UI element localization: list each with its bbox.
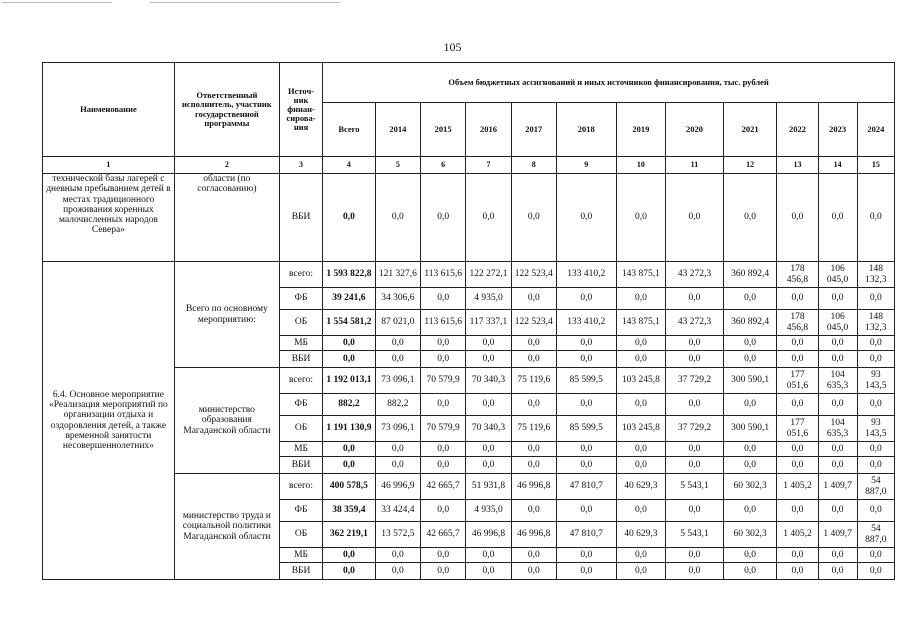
value-cell: 0,0 bbox=[777, 563, 818, 580]
value-cell: 0,0 bbox=[857, 288, 894, 310]
column-number: 9 bbox=[556, 157, 616, 174]
column-number: 3 bbox=[279, 157, 322, 174]
value-cell: 0,0 bbox=[511, 442, 556, 457]
value-cell: 37 729,2 bbox=[666, 368, 724, 394]
column-number: 4 bbox=[323, 157, 376, 174]
value-cell: 0,0 bbox=[466, 457, 511, 474]
value-cell: 0,0 bbox=[323, 336, 376, 351]
value-cell: 0,0 bbox=[857, 394, 894, 416]
value-cell: 1 192 013,1 bbox=[323, 368, 376, 394]
value-cell: 0,0 bbox=[723, 548, 777, 563]
value-cell: 0,0 bbox=[666, 457, 724, 474]
value-cell: 0,0 bbox=[511, 563, 556, 580]
value-cell: 13 572,5 bbox=[375, 522, 420, 548]
value-cell: 0,0 bbox=[857, 442, 894, 457]
value-cell: 0,0 bbox=[666, 548, 724, 563]
value-cell: 360 892,4 bbox=[723, 262, 777, 288]
value-cell: 46 996,9 bbox=[375, 474, 420, 500]
row-source: ОБ bbox=[279, 310, 322, 336]
value-cell: 0,0 bbox=[723, 174, 777, 262]
value-cell: 0,0 bbox=[723, 288, 777, 310]
header-year: 2022 bbox=[777, 103, 818, 157]
value-cell: 0,0 bbox=[556, 174, 616, 262]
value-cell: 1 593 822,8 bbox=[323, 262, 376, 288]
value-cell: 0,0 bbox=[421, 500, 466, 522]
value-cell: 882,2 bbox=[375, 394, 420, 416]
row-source: ВБИ bbox=[279, 457, 322, 474]
value-cell: 0,0 bbox=[777, 500, 818, 522]
value-cell: 60 302,3 bbox=[723, 474, 777, 500]
value-cell: 43 272,3 bbox=[666, 262, 724, 288]
value-cell: 38 359,4 bbox=[323, 500, 376, 522]
value-cell: 4 935,0 bbox=[466, 500, 511, 522]
value-cell: 0,0 bbox=[818, 442, 857, 457]
value-cell: 0,0 bbox=[723, 336, 777, 351]
value-cell: 106 045,0 bbox=[818, 310, 857, 336]
value-cell: 87 021,0 bbox=[375, 310, 420, 336]
value-cell: 0,0 bbox=[857, 563, 894, 580]
header-year: 2018 bbox=[556, 103, 616, 157]
value-cell: 0,0 bbox=[857, 174, 894, 262]
value-cell: 0,0 bbox=[375, 351, 420, 368]
value-cell: 882,2 bbox=[323, 394, 376, 416]
value-cell: 178 456,8 bbox=[777, 262, 818, 288]
value-cell: 0,0 bbox=[616, 351, 665, 368]
header-year: 2015 bbox=[421, 103, 466, 157]
value-cell: 0,0 bbox=[556, 548, 616, 563]
value-cell: 85 599,5 bbox=[556, 368, 616, 394]
value-cell: 0,0 bbox=[666, 351, 724, 368]
value-cell: 0,0 bbox=[857, 351, 894, 368]
row-source: ФБ bbox=[279, 394, 322, 416]
value-cell: 178 456,8 bbox=[777, 310, 818, 336]
value-cell: 0,0 bbox=[375, 457, 420, 474]
value-cell: 104 635,3 bbox=[818, 368, 857, 394]
value-cell: 0,0 bbox=[666, 336, 724, 351]
row-source: ФБ bbox=[279, 288, 322, 310]
value-cell: 0,0 bbox=[511, 351, 556, 368]
value-cell: 0,0 bbox=[857, 548, 894, 563]
value-cell: 0,0 bbox=[556, 442, 616, 457]
value-cell: 0,0 bbox=[556, 457, 616, 474]
value-cell: 1 191 130,9 bbox=[323, 416, 376, 442]
value-cell: 0,0 bbox=[421, 336, 466, 351]
value-cell: 42 665,7 bbox=[421, 474, 466, 500]
column-number: 1 bbox=[43, 157, 175, 174]
value-cell: 0,0 bbox=[777, 442, 818, 457]
value-cell: 0,0 bbox=[556, 563, 616, 580]
value-cell: 46 996,8 bbox=[466, 522, 511, 548]
value-cell: 0,0 bbox=[616, 548, 665, 563]
row-executor: области (по согласованию) bbox=[174, 174, 279, 262]
value-cell: 0,0 bbox=[556, 394, 616, 416]
value-cell: 46 996,8 bbox=[511, 474, 556, 500]
value-cell: 0,0 bbox=[323, 442, 376, 457]
value-cell: 360 892,4 bbox=[723, 310, 777, 336]
value-cell: 0,0 bbox=[723, 351, 777, 368]
value-cell: 0,0 bbox=[556, 336, 616, 351]
value-cell: 73 096,1 bbox=[375, 416, 420, 442]
value-cell: 0,0 bbox=[323, 563, 376, 580]
value-cell: 0,0 bbox=[818, 500, 857, 522]
value-cell: 0,0 bbox=[421, 563, 466, 580]
value-cell: 37 729,2 bbox=[666, 416, 724, 442]
value-cell: 0,0 bbox=[511, 174, 556, 262]
column-number: 12 bbox=[723, 157, 777, 174]
value-cell: 0,0 bbox=[818, 174, 857, 262]
column-number: 13 bbox=[777, 157, 818, 174]
value-cell: 0,0 bbox=[421, 351, 466, 368]
header-year: 2014 bbox=[375, 103, 420, 157]
value-cell: 121 327,6 bbox=[375, 262, 420, 288]
value-cell: 122 523,4 bbox=[511, 310, 556, 336]
value-cell: 0,0 bbox=[511, 500, 556, 522]
value-cell: 103 245,8 bbox=[616, 368, 665, 394]
value-cell: 148 132,3 bbox=[857, 262, 894, 288]
table-row bbox=[43, 262, 895, 288]
value-cell: 0,0 bbox=[616, 457, 665, 474]
value-cell: 0,0 bbox=[616, 442, 665, 457]
value-cell: 0,0 bbox=[818, 351, 857, 368]
row-source: ВБИ bbox=[279, 174, 322, 262]
value-cell: 54 887,0 bbox=[857, 522, 894, 548]
top-rule bbox=[2, 2, 112, 3]
value-cell: 0,0 bbox=[777, 336, 818, 351]
value-cell: 47 810,7 bbox=[556, 474, 616, 500]
header-executor: Ответственный исполнитель, участник государственной программы bbox=[174, 63, 279, 157]
value-cell: 0,0 bbox=[466, 394, 511, 416]
value-cell: 106 045,0 bbox=[818, 262, 857, 288]
value-cell: 0,0 bbox=[666, 563, 724, 580]
value-cell: 362 219,1 bbox=[323, 522, 376, 548]
value-cell: 0,0 bbox=[375, 442, 420, 457]
value-cell: 40 629,3 bbox=[616, 522, 665, 548]
value-cell: 0,0 bbox=[857, 500, 894, 522]
value-cell: 0,0 bbox=[818, 288, 857, 310]
page-number: 105 bbox=[443, 40, 462, 54]
value-cell: 39 241,6 bbox=[323, 288, 376, 310]
header-year: 2023 bbox=[818, 103, 857, 157]
value-cell: 60 302,3 bbox=[723, 522, 777, 548]
value-cell: 0,0 bbox=[666, 500, 724, 522]
value-cell: 177 051,6 bbox=[777, 416, 818, 442]
value-cell: 1 409,7 bbox=[818, 474, 857, 500]
value-cell: 0,0 bbox=[421, 394, 466, 416]
row-source: МБ bbox=[279, 336, 322, 351]
value-cell: 0,0 bbox=[466, 442, 511, 457]
value-cell: 0,0 bbox=[616, 336, 665, 351]
value-cell: 33 424,4 bbox=[375, 500, 420, 522]
value-cell: 75 119,6 bbox=[511, 368, 556, 394]
value-cell: 113 615,6 bbox=[421, 310, 466, 336]
value-cell: 0,0 bbox=[616, 563, 665, 580]
row-source: всего: bbox=[279, 262, 322, 288]
value-cell: 0,0 bbox=[375, 563, 420, 580]
column-number: 7 bbox=[466, 157, 511, 174]
value-cell: 0,0 bbox=[466, 548, 511, 563]
value-cell: 0,0 bbox=[421, 288, 466, 310]
value-cell: 0,0 bbox=[511, 457, 556, 474]
value-cell: 0,0 bbox=[723, 457, 777, 474]
value-cell: 0,0 bbox=[466, 563, 511, 580]
value-cell: 0,0 bbox=[777, 548, 818, 563]
value-cell: 70 340,3 bbox=[466, 368, 511, 394]
value-cell: 0,0 bbox=[857, 457, 894, 474]
value-cell: 0,0 bbox=[666, 394, 724, 416]
group-executor: министерство образования Магаданской области bbox=[174, 368, 279, 474]
value-cell: 73 096,1 bbox=[375, 368, 420, 394]
column-number: 6 bbox=[421, 157, 466, 174]
value-cell: 122 272,1 bbox=[466, 262, 511, 288]
value-cell: 43 272,3 bbox=[666, 310, 724, 336]
value-cell: 0,0 bbox=[323, 548, 376, 563]
value-cell: 133 410,2 bbox=[556, 310, 616, 336]
value-cell: 177 051,6 bbox=[777, 368, 818, 394]
value-cell: 85 599,5 bbox=[556, 416, 616, 442]
value-cell: 0,0 bbox=[818, 336, 857, 351]
value-cell: 0,0 bbox=[323, 457, 376, 474]
value-cell: 1 405,2 bbox=[777, 522, 818, 548]
row-source: ОБ bbox=[279, 522, 322, 548]
value-cell: 5 543,1 bbox=[666, 474, 724, 500]
value-cell: 1 405,2 bbox=[777, 474, 818, 500]
value-cell: 0,0 bbox=[511, 394, 556, 416]
value-cell: 0,0 bbox=[323, 351, 376, 368]
value-cell: 117 337,1 bbox=[466, 310, 511, 336]
value-cell: 0,0 bbox=[511, 548, 556, 563]
row-source: ВБИ bbox=[279, 351, 322, 368]
value-cell: 47 810,7 bbox=[556, 522, 616, 548]
value-cell: 0,0 bbox=[777, 174, 818, 262]
column-number: 5 bbox=[375, 157, 420, 174]
row-source: всего: bbox=[279, 368, 322, 394]
column-number: 15 bbox=[857, 157, 894, 174]
header-year: 2017 bbox=[511, 103, 556, 157]
measure-name: 6.4. Основное мероприятие «Реализация мероприятий по организации отдыха и оздоровления детей, а также временной занятости несовершеннолетних» bbox=[43, 262, 175, 580]
value-cell: 0,0 bbox=[777, 457, 818, 474]
value-cell: 70 579,9 bbox=[421, 416, 466, 442]
header-year: 2020 bbox=[666, 103, 724, 157]
column-number: 2 bbox=[174, 157, 279, 174]
value-cell: 133 410,2 bbox=[556, 262, 616, 288]
value-cell: 103 245,8 bbox=[616, 416, 665, 442]
value-cell: 0,0 bbox=[375, 548, 420, 563]
column-number: 14 bbox=[818, 157, 857, 174]
value-cell: 0,0 bbox=[818, 394, 857, 416]
column-number: 10 bbox=[616, 157, 665, 174]
value-cell: 4 935,0 bbox=[466, 288, 511, 310]
value-cell: 0,0 bbox=[818, 548, 857, 563]
column-number: 11 bbox=[666, 157, 724, 174]
value-cell: 0,0 bbox=[666, 442, 724, 457]
row-source: ВБИ bbox=[279, 563, 322, 580]
value-cell: 42 665,7 bbox=[421, 522, 466, 548]
value-cell: 0,0 bbox=[818, 457, 857, 474]
budget-table bbox=[42, 62, 895, 580]
value-cell: 70 340,3 bbox=[466, 416, 511, 442]
value-cell: 0,0 bbox=[777, 351, 818, 368]
value-cell: 0,0 bbox=[466, 336, 511, 351]
row-source: всего: bbox=[279, 474, 322, 500]
value-cell: 0,0 bbox=[466, 174, 511, 262]
value-cell: 5 543,1 bbox=[666, 522, 724, 548]
header-total: Всего bbox=[323, 103, 376, 157]
group-executor: Всего по основному мероприятию: bbox=[174, 262, 279, 368]
value-cell: 0,0 bbox=[616, 394, 665, 416]
value-cell: 0,0 bbox=[375, 174, 420, 262]
header-year: 2021 bbox=[723, 103, 777, 157]
value-cell: 0,0 bbox=[421, 174, 466, 262]
value-cell: 0,0 bbox=[323, 174, 376, 262]
row-source: МБ bbox=[279, 548, 322, 563]
value-cell: 0,0 bbox=[375, 336, 420, 351]
header-volume: Объем бюджетных ассигнований и иных источников финансирования, тыс. рублей bbox=[323, 63, 895, 103]
value-cell: 0,0 bbox=[723, 500, 777, 522]
value-cell: 0,0 bbox=[777, 288, 818, 310]
value-cell: 148 132,3 bbox=[857, 310, 894, 336]
row-name: технической базы лагерей с дневным пребыванием детей в местах традиционного проживания коренных малочисленных народов Севера» bbox=[43, 174, 175, 262]
header-year: 2024 bbox=[857, 103, 894, 157]
value-cell: 400 578,5 bbox=[323, 474, 376, 500]
value-cell: 143 875,1 bbox=[616, 262, 665, 288]
value-cell: 104 635,3 bbox=[818, 416, 857, 442]
value-cell: 0,0 bbox=[616, 174, 665, 262]
top-rule bbox=[150, 2, 340, 3]
value-cell: 51 931,8 bbox=[466, 474, 511, 500]
value-cell: 46 996,8 bbox=[511, 522, 556, 548]
value-cell: 0,0 bbox=[857, 336, 894, 351]
header-source: Источ-ник финан-сирова-ния bbox=[279, 63, 322, 157]
value-cell: 0,0 bbox=[421, 442, 466, 457]
value-cell: 93 143,5 bbox=[857, 416, 894, 442]
row-source: МБ bbox=[279, 442, 322, 457]
value-cell: 0,0 bbox=[556, 351, 616, 368]
value-cell: 300 590,1 bbox=[723, 416, 777, 442]
value-cell: 0,0 bbox=[818, 563, 857, 580]
value-cell: 1 409,7 bbox=[818, 522, 857, 548]
header-year: 2019 bbox=[616, 103, 665, 157]
row-source: ФБ bbox=[279, 500, 322, 522]
value-cell: 0,0 bbox=[616, 500, 665, 522]
value-cell: 0,0 bbox=[421, 457, 466, 474]
value-cell: 0,0 bbox=[556, 288, 616, 310]
value-cell: 0,0 bbox=[666, 174, 724, 262]
value-cell: 70 579,9 bbox=[421, 368, 466, 394]
value-cell: 0,0 bbox=[666, 288, 724, 310]
value-cell: 143 875,1 bbox=[616, 310, 665, 336]
header-name: Наименование bbox=[43, 63, 175, 157]
value-cell: 34 306,6 bbox=[375, 288, 420, 310]
value-cell: 0,0 bbox=[466, 351, 511, 368]
value-cell: 0,0 bbox=[777, 394, 818, 416]
value-cell: 54 887,0 bbox=[857, 474, 894, 500]
group-executor: министерство труда и социальной политики Магаданской области bbox=[174, 474, 279, 580]
value-cell: 0,0 bbox=[556, 500, 616, 522]
value-cell: 0,0 bbox=[723, 394, 777, 416]
value-cell: 0,0 bbox=[723, 442, 777, 457]
value-cell: 40 629,3 bbox=[616, 474, 665, 500]
value-cell: 0,0 bbox=[511, 288, 556, 310]
row-source: ОБ bbox=[279, 416, 322, 442]
value-cell: 0,0 bbox=[616, 288, 665, 310]
value-cell: 93 143,5 bbox=[857, 368, 894, 394]
value-cell: 0,0 bbox=[421, 548, 466, 563]
value-cell: 300 590,1 bbox=[723, 368, 777, 394]
header-year: 2016 bbox=[466, 103, 511, 157]
value-cell: 0,0 bbox=[723, 563, 777, 580]
value-cell: 113 615,6 bbox=[421, 262, 466, 288]
value-cell: 75 119,6 bbox=[511, 416, 556, 442]
column-number: 8 bbox=[511, 157, 556, 174]
value-cell: 122 523,4 bbox=[511, 262, 556, 288]
value-cell: 0,0 bbox=[511, 336, 556, 351]
value-cell: 1 554 581,2 bbox=[323, 310, 376, 336]
